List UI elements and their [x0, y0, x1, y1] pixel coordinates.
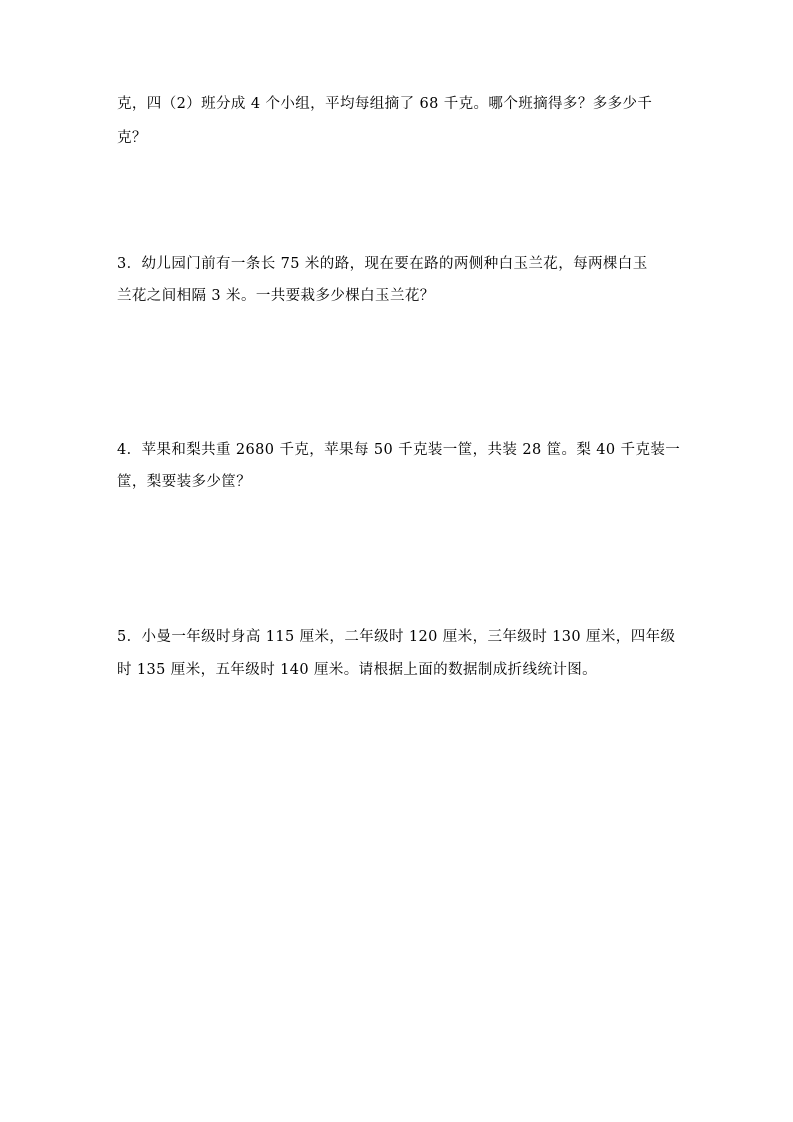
problem-4-line-2: 筐，梨要装多少筐？	[117, 474, 252, 490]
problem-4-line-1: 4．苹果和梨共重 2680 千克，苹果每 50 千克装一筐，共装 28 筐。梨 40 千克装一	[117, 442, 681, 458]
problem-3-line-1: 3．幼儿园门前有一条长 75 米的路，现在要在路的两侧种白玉兰花，每两棵白玉	[117, 256, 648, 272]
problem-5-line-2: 时 135 厘米，五年级时 140 厘米。请根据上面的数据制成折线统计图。	[117, 662, 598, 678]
problem-2-continuation-line-2: 克？	[117, 130, 147, 146]
problem-2-continuation-line-1: 克，四（2）班分成 4 个小组，平均每组摘了 68 千克。哪个班摘得多？多多少千	[117, 96, 653, 112]
problem-3-line-2: 兰花之间相隔 3 米。一共要栽多少棵白玉兰花？	[117, 288, 435, 304]
problem-5-line-1: 5．小曼一年级时身高 115 厘米，二年级时 120 厘米，三年级时 130 厘米，四年级	[117, 629, 676, 645]
